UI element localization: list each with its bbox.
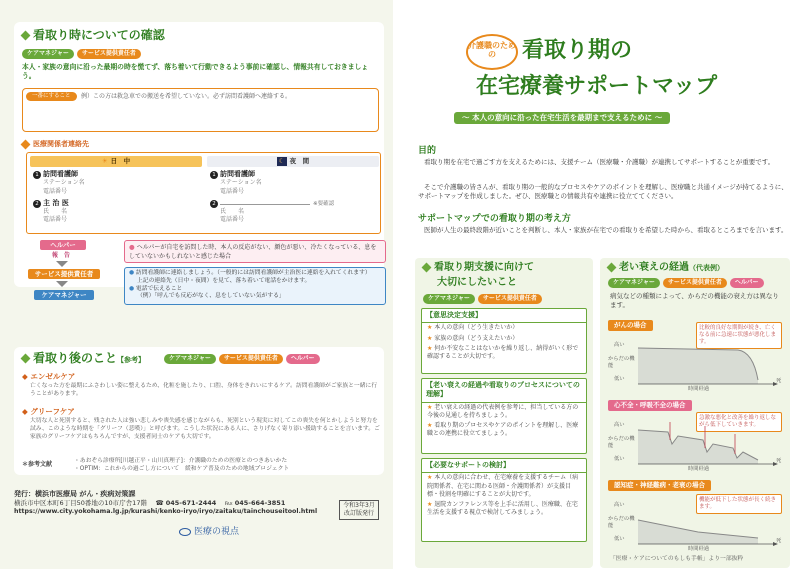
support-review-heading: 【必要なサポートの検討】 <box>422 459 586 473</box>
main-title-1: 看取り期の <box>522 38 633 63</box>
heart-curve-area <box>638 430 758 464</box>
chart-heart-plot <box>608 400 784 476</box>
phone-icon: ☎ <box>149 499 166 508</box>
publisher: 発行：横浜市医療局 がん・疾病対策課 <box>14 490 136 498</box>
report-label: 報 告 <box>52 252 71 259</box>
first-action-badge: 一番にすること <box>26 92 77 101</box>
cancer-curve-area <box>638 348 758 384</box>
after-care-title <box>22 350 145 366</box>
kaigo-badge: 介護職のための <box>466 34 518 70</box>
entry-number: 1 <box>210 171 218 179</box>
entry-field: ステーション名 <box>220 179 262 187</box>
chart-cancer-label: がんの場合 <box>608 320 653 331</box>
first-action-note <box>22 88 379 132</box>
confirmation-card <box>14 22 384 300</box>
entry-field: 電話番号 <box>43 216 68 224</box>
bullet-icon: ● <box>129 270 136 276</box>
call-instructions <box>124 267 386 305</box>
chart-cancer <box>608 320 784 396</box>
important-points-title-2: 大切にしたいこと <box>437 277 517 288</box>
axis-low: 低い <box>614 536 625 542</box>
after-care-card <box>14 347 384 475</box>
entry-note: ※要確認 <box>313 200 335 207</box>
moon-icon: ☾ <box>278 157 285 166</box>
references-label-text: 参考文献 <box>28 461 53 468</box>
fax-icon: ℻ <box>218 499 235 508</box>
confirmation-title <box>22 27 165 43</box>
entry-number: 1 <box>33 171 41 179</box>
contacts-table <box>26 152 381 234</box>
axis-function: からだの機能 <box>608 516 635 530</box>
helper-situation <box>124 240 386 263</box>
night-entry-2 <box>207 199 379 225</box>
angel-care-heading: ◆ エンゼルケア <box>22 372 76 381</box>
support-review-section <box>421 458 587 542</box>
tag-helper: ヘルパー <box>286 354 320 364</box>
tag-care-manager: ケアマネジャー <box>423 294 475 304</box>
axis-time: 時間経過 <box>688 386 710 392</box>
entry-title: 訪問看護師 <box>220 170 255 178</box>
report-flow <box>26 240 386 306</box>
after-care-ref: 【参考】 <box>117 356 146 364</box>
chart-dementia <box>608 480 784 556</box>
tag-care-manager: ケアマネジャー <box>608 278 660 288</box>
tag-service-manager: サービス提供責任者 <box>77 49 141 59</box>
axis-low: 低い <box>614 376 625 382</box>
day-column <box>30 156 202 224</box>
logo <box>179 526 239 538</box>
decline-lead: 病気などの種類によって、からだの機能の衰え方は異なります。 <box>610 292 779 309</box>
reference-item: ・あおぞら診療所[川越正平・山川真理子]：介護職のための医療とのつきあいかた <box>74 458 288 464</box>
purpose-paragraph-2: そこで介護職の皆さんが、看取り期の一般的なプロセスやケアのポイントを理解し、医療職と共通イメージが持てるように、サポートマップを作成しました。ぜひ、医療職との情報共有や連携に役立ててください。 <box>418 183 788 200</box>
tag-helper: ヘルパー <box>730 278 764 288</box>
process-understanding-item: ★ 老い衰えの経過の代表例を参考に、担当している方の今後の見通しを持ちましょう。 <box>422 403 586 421</box>
instruction-3: 電話で伝えること <box>135 285 183 292</box>
chart-cancer-plot <box>608 320 784 396</box>
contacts-title <box>22 140 89 149</box>
arrow-down-icon <box>56 281 68 287</box>
tel: 045-671-2444 <box>165 499 217 508</box>
arrow-down-icon <box>56 261 68 267</box>
decline-trajectory-box <box>600 258 790 568</box>
axis-function: からだの機能 <box>608 356 635 370</box>
important-points-tags <box>423 294 545 304</box>
process-understanding-item: ★ 看取り期のプロセスやケアのポイントを理解し、医療職との連携に役立てましょう。 <box>422 421 586 439</box>
blank-line <box>220 204 310 205</box>
diamond-icon <box>607 262 617 272</box>
support-review-item: ★ 退院カンファレンス等を上手に活用し、医療職、在宅生活を支援する視点で検討してみましょう。 <box>422 500 586 518</box>
chart-source: 「医療・ケアについてのもしも手帳」より一部抜粋 <box>610 556 744 562</box>
references-list <box>74 458 289 474</box>
main-subtitle: ～ 本人の意向に沿った在宅生活を最期まで支えるために ～ <box>454 112 670 124</box>
after-care-tags <box>164 354 323 364</box>
publisher-info <box>14 490 384 569</box>
chart-dementia-plot <box>608 480 784 556</box>
tag-care-manager: ケアマネジャー <box>164 354 216 364</box>
sun-icon: ☀ <box>101 157 108 166</box>
day-entry-2 <box>30 199 202 225</box>
helper-pill: ヘルパー <box>40 240 86 250</box>
angel-care-body: 亡くなった方を最期にふさわしい姿に整えるため、化粧を施したり、口腔、身体をきれいにするケア。訪問看護師がご家族と一緒に行うことがあります。 <box>30 383 378 397</box>
website-link[interactable]: https://www.city.yokohama.lg.jp/kurashi/kenko-iryo/iryo/zaitaku/tainchouseitool.html <box>14 508 318 516</box>
eye-logo-icon <box>179 528 191 536</box>
entry-field: 氏 名 <box>220 208 245 216</box>
night-column <box>207 156 379 224</box>
chart-heart-label: 心不全・呼吸不全の場合 <box>608 400 692 411</box>
important-points-title <box>423 261 534 275</box>
tag-service-manager: サービス提供責任者 <box>478 294 542 304</box>
confirmation-title-text: 看取り時についての確認 <box>33 28 165 42</box>
decision-support-item: ★ 本人の意向（どう生きたいか） <box>422 323 586 333</box>
decline-title-sub: （代表例） <box>689 264 724 272</box>
axis-function: からだの機能 <box>608 436 635 450</box>
purpose-paragraph-1: 看取り期を在宅で過ごす方を支えるためには、支援チーム（医療職・介護職）が連携してサポートすることが重要です。 <box>424 158 775 166</box>
purpose-title: 目的 <box>418 146 437 156</box>
important-points-title-1: 看取り期支援に向けて <box>434 262 534 273</box>
axis-time: 時間経過 <box>688 466 710 472</box>
process-understanding-heading: 【老い衰えの経過や看取りのプロセスについての理解】 <box>422 379 586 403</box>
tag-care-manager: ケアマネジャー <box>22 49 74 59</box>
references-label: ＊参考文献 <box>22 461 53 468</box>
fax: 045-664-3851 <box>234 499 286 508</box>
contacts-title-text: 医療関係者連絡先 <box>33 140 89 148</box>
edition-badge: 令和3年3月改訂版発行 <box>339 500 379 520</box>
logo-text: 医療の視点 <box>194 527 240 537</box>
address-line <box>14 499 384 508</box>
chart-dementia-note: 機能が低下した状態が長く続きます。 <box>696 494 782 514</box>
service-manager-pill: サービス提供責任者 <box>28 269 100 279</box>
chart-heart-note: 急激な悪化と改善を繰り返しながら低下していきます。 <box>696 412 782 432</box>
entry-title: 主 治 医 <box>43 198 69 207</box>
instruction-1: 訪問看護師に連絡しましょう。（一般的には訪問看護師が主治医に連絡を入れてくれます） <box>135 270 371 276</box>
references <box>14 458 384 486</box>
entry-field: ステーション名 <box>43 179 85 187</box>
grief-care-heading: ◆ グリーフケア <box>22 407 75 416</box>
day-label: 日 中 <box>110 157 131 166</box>
entry-field: 電話番号 <box>220 187 245 195</box>
chart-heart-failure <box>608 400 784 476</box>
entry-number: 2 <box>33 200 41 208</box>
address: 横浜市中区本町6丁目50番地の10市庁舎17階 <box>14 499 147 508</box>
decision-support-section <box>421 308 587 374</box>
night-entry-1 <box>207 170 379 196</box>
instruction-4: （例）「呼んでも反応がなく、息をしていない気がする」 <box>137 293 285 300</box>
axis-time: 時間経過 <box>688 546 710 552</box>
entry-field: 氏 名 <box>43 208 68 216</box>
axis-high: 高い <box>614 342 625 348</box>
process-understanding-section <box>421 378 587 454</box>
entry-field: 電話番号 <box>220 216 245 224</box>
day-entry-1 <box>30 170 202 196</box>
decision-support-item: ★ 家族の意向（どう支えたいか） <box>422 334 586 344</box>
day-header <box>30 156 202 167</box>
chart-dementia-label: 認知症・神経難病・老衰の場合 <box>608 480 711 491</box>
diamond-icon <box>21 139 31 149</box>
diamond-icon <box>21 354 31 364</box>
entry-title: 訪問看護師 <box>43 170 78 178</box>
angel-care-title: エンゼルケア <box>30 372 76 381</box>
tag-service-manager: サービス提供責任者 <box>219 354 283 364</box>
entry-field: 電話番号 <box>43 187 68 195</box>
instruction-2: 上記の連絡先（日中・夜間）を見て、落ち着いて電話をかけます。 <box>137 277 311 284</box>
bullet-icon: ● <box>129 285 136 292</box>
support-review-item: ★ 本人の意向に合わせ、在宅療養を支援するチーム（病院関係者、在宅に関わる医師・介護関係者）が支援目標・役割を明確にすることが大切です。 <box>422 473 586 499</box>
confirmation-lead: 本人・家族の意向に沿った最期の時を慌てず、落ち着いて行動できるよう事前に確認し、情報共有しておきましょう。 <box>22 63 369 81</box>
first-action-text: 例）この方は救急車での搬送を希望していない。必ず訪問看護師へ連絡する。 <box>81 93 292 100</box>
decline-tags <box>608 278 767 288</box>
decline-title-text: 老い衰えの経過 <box>619 262 689 273</box>
axis-death: 死 <box>776 458 782 464</box>
care-manager-pill: ケアマネジャー <box>34 290 94 300</box>
axis-high: 高い <box>614 422 625 428</box>
important-points-box <box>415 258 593 568</box>
axis-death: 死 <box>776 538 782 544</box>
confirmation-tags <box>22 49 144 59</box>
right-panel <box>400 0 800 569</box>
left-panel <box>0 0 393 569</box>
bullet-icon: ● <box>129 243 137 251</box>
diamond-icon <box>21 31 31 41</box>
chart-cancer-note: 比較的良好な期間が続き、亡くなる前に急速に状態が悪化します。 <box>696 322 782 349</box>
reference-item: ・OPTIM：これからの過ごし方について 緩和ケア普及のための地域プロジェクト <box>74 465 290 472</box>
grief-care-title: グリーフケア <box>30 407 75 416</box>
map-concept-paragraph: 医師が人生の最終段階が近いことを判断し、本人・家族が在宅での看取りを希望した時から、看取るところまでを言います。 <box>424 226 788 234</box>
tag-service-manager: サービス提供責任者 <box>663 278 727 288</box>
axis-death: 死 <box>776 378 782 384</box>
night-header <box>207 156 379 167</box>
diamond-icon <box>422 262 432 272</box>
helper-situation-text: ヘルパーが自宅を訪問した時、本人の反応がない、顔色が悪い、冷たくなっている、息をしていないかもしれないと感じた場合 <box>129 244 377 261</box>
grief-care-body: 大切な人と死別すると、残された人は強い悲しみや喪失感を感じながらも、死別という現実に対してこの喪失を何とかしようと努力を試み、このような時期を「グリーフ（悲嘆）」と呼びます。こうした状況にある人に、さりげなく寄り添い援助することを言います。ご家族のグリーフケアはもちろんですが、支援者同士のケアも大切です。 <box>30 418 380 440</box>
after-care-title-text: 看取り後のこと <box>33 351 118 365</box>
axis-high: 高い <box>614 502 625 508</box>
main-title-2: 在宅療養サポートマップ <box>476 74 718 99</box>
decision-support-item: ★ 何か不安なことはないかを繰り返し、納得がいく形で確認することが大切です。 <box>422 344 586 362</box>
decline-title <box>608 261 724 275</box>
entry-number: 2 <box>210 200 218 208</box>
night-label: 夜 間 <box>289 157 310 166</box>
axis-low: 低い <box>614 456 625 462</box>
decision-support-heading: 【意思決定支援】 <box>422 309 586 323</box>
map-concept-title: サポートマップでの看取り期の考え方 <box>418 214 571 224</box>
